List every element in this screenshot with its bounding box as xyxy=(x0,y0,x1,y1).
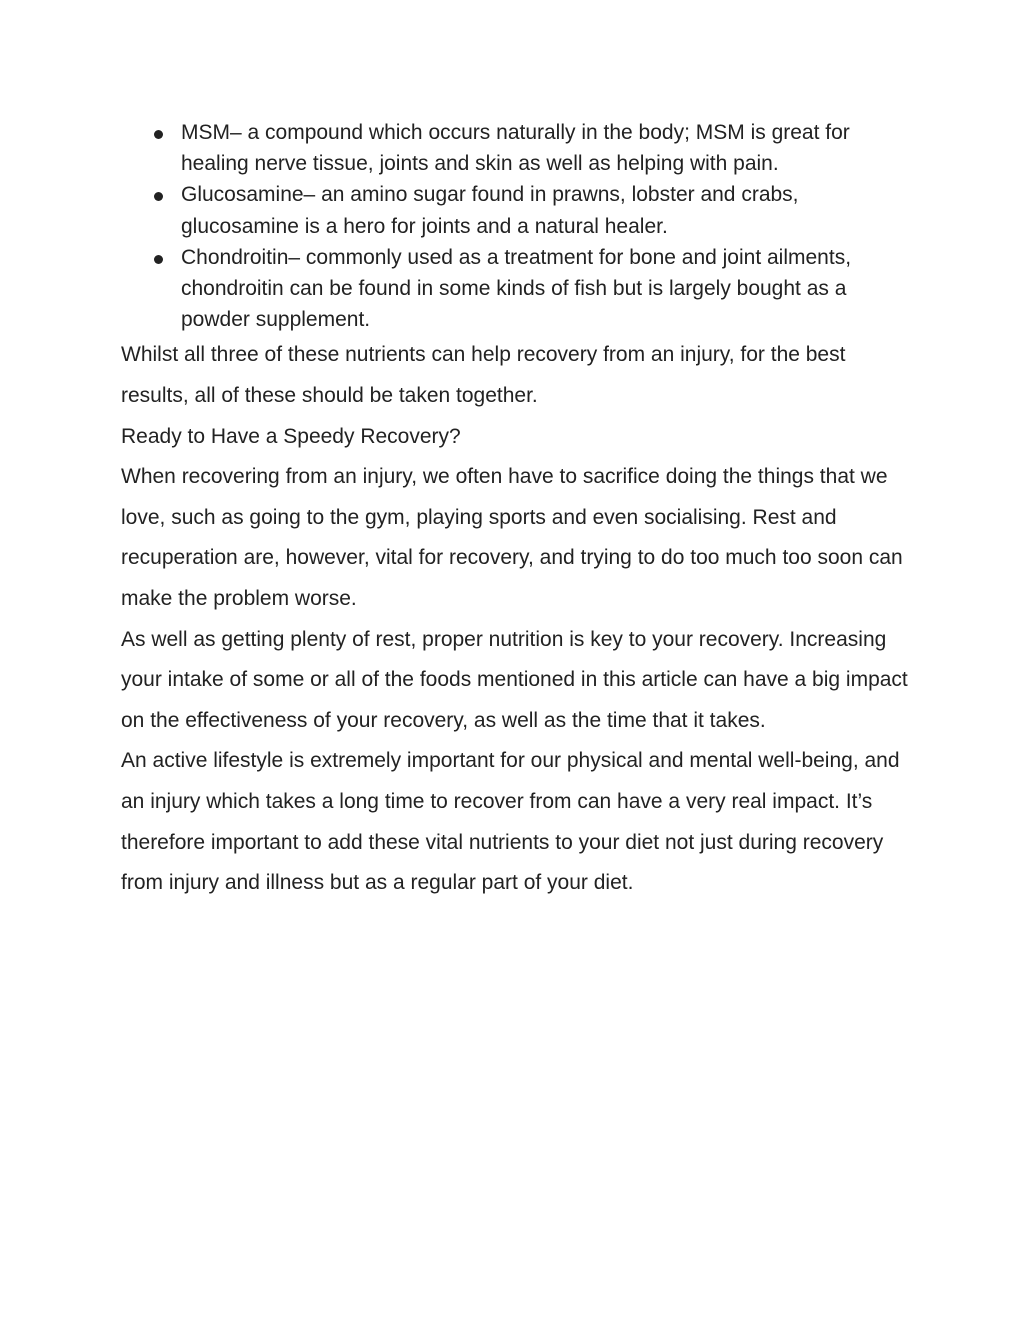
list-item-glucosamine xyxy=(121,179,911,241)
list-item-text: Chondroitin– commonly used as a treatment for bone and joint ailments, chondroitin can be found in some kinds of fish but is largely bought as a powder supplement. xyxy=(181,245,852,332)
section-heading: Ready to Have a Speedy Recovery? xyxy=(121,424,461,448)
list-item-msm xyxy=(121,117,911,179)
list-item-chondroitin xyxy=(121,242,911,336)
document-body xyxy=(121,117,911,904)
intro-summary-paragraph: Whilst all three of these nutrients can help recovery from an injury, for the best results, all of these should be taken together. xyxy=(121,343,846,408)
bullet-dot-icon xyxy=(154,255,163,264)
recovery-paragraph: When recovering from an injury, we often have to sacrifice doing the things that we love, such as going to the gym, playing sports and even socialising. Rest and recuperation are, however, vital for recovery, and trying to do too much too soon can make the problem worse. xyxy=(121,465,903,610)
bullet-dot-icon xyxy=(154,192,163,201)
list-item-text: Glucosamine– an amino sugar found in prawns, lobster and crabs, glucosamine is a hero for joints and a natural healer. xyxy=(181,183,799,238)
nutrient-list xyxy=(121,117,911,335)
nutrition-paragraph: As well as getting plenty of rest, proper nutrition is key to your recovery. Increasing your intake of some or all of the foods mentioned in this article can have a big impact on the effectiveness of your recovery, as well as the time that it takes. xyxy=(121,627,908,732)
list-item-text: MSM– a compound which occurs naturally in the body; MSM is great for healing nerve tissue, joints and skin as well as helping with pain. xyxy=(181,121,850,176)
lifestyle-paragraph: An active lifestyle is extremely important for our physical and mental well-being, and an injury which takes a long time to recover from can have a very real impact. It’s therefore important to add these vital nutrients to your diet not just during recovery from injury and illness but as a regular part of your diet. xyxy=(121,749,900,895)
bullet-dot-icon xyxy=(154,130,163,139)
